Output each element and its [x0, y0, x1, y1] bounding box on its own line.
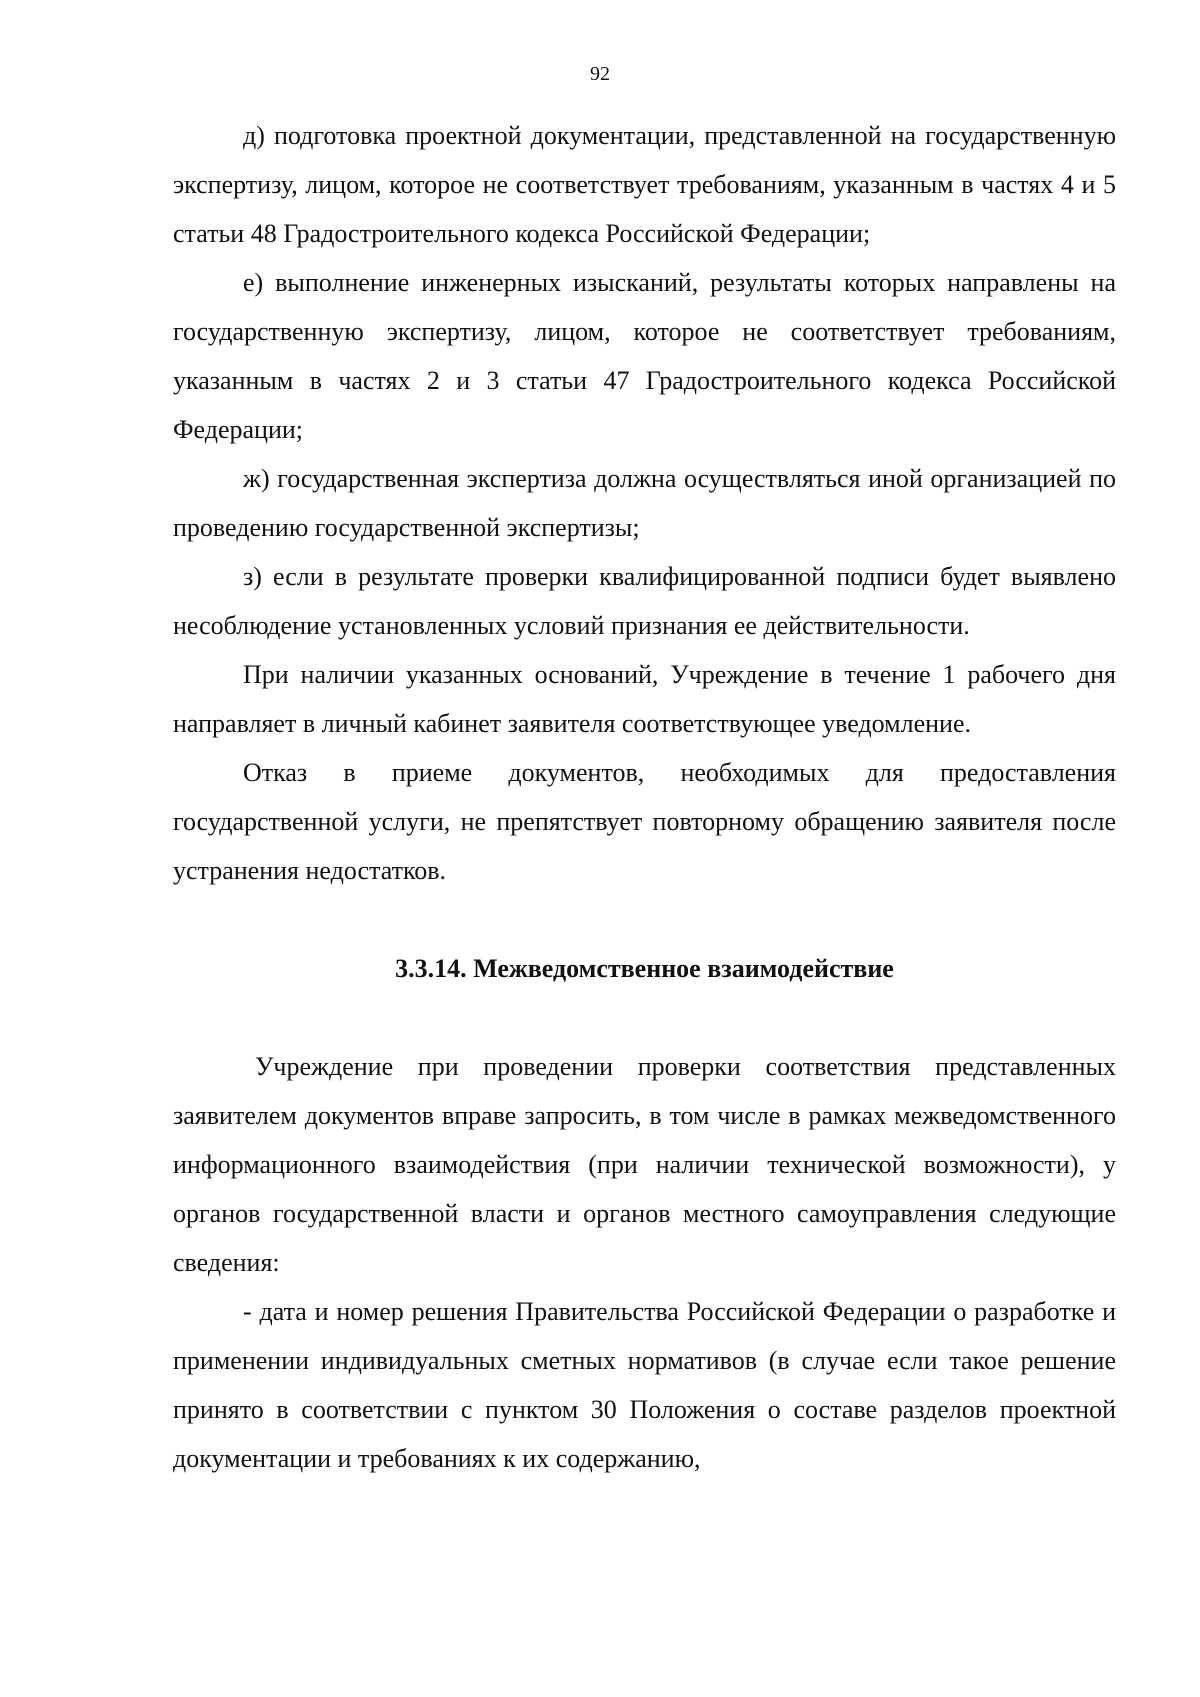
paragraph-refusal-note: Отказ в приеме документов, необходимых для предоставления государственной услуги, не препятствует повторному обращению заявителя после устранения недостатков. [173, 758, 1116, 885]
document-body [173, 111, 1116, 1483]
paragraph-item-z: з) если в результате проверки квалифицированной подписи будет выявлено несоблюдение установленных условий признания ее действительности. [173, 562, 1116, 640]
paragraph-item-d: д) подготовка проектной документации, представленной на государственную экспертизу, лицом, которое не соответствует требованиям, указанным в частях 4 и 5 статьи 48 Градостроительного кодекса Российской Федерации; [173, 121, 1116, 248]
paragraph-list-item-decision: - дата и номер решения Правительства Российской Федерации о разработке и применении индивидуальных сметных нормативов (в случае если такое решение принято в соответствии с пунктом 30 Положения о составе разделов проектной документации и требованиях к их содержанию, [173, 1297, 1116, 1473]
page-number: 92 [590, 63, 610, 85]
section-heading: 3.3.14. Межведомственное взаимодействие [395, 954, 894, 983]
paragraph-item-e: е) выполнение инженерных изысканий, результаты которых направлены на государственную экспертизу, лицом, которое не соответствует требованиям, указанным в частях 2 и 3 статьи 47 Градостроительного кодекса Российской Федерации; [173, 268, 1116, 444]
paragraph-grounds-notice: При наличии указанных оснований, Учреждение в течение 1 рабочего дня направляет в личный кабинет заявителя соответствующее уведомление. [173, 660, 1116, 738]
paragraph-item-zh: ж) государственная экспертиза должна осуществляться иной организацией по проведению государственной экспертизы; [173, 464, 1116, 542]
paragraph-interagency-request: Учреждение при проведении проверки соответствия представленных заявителем документов вправе запросить, в том числе в рамках межведомственного информационного взаимодействия (при наличии технической возможности), у органов государственной власти и органов местного самоуправления следующие сведения: [173, 1052, 1116, 1277]
